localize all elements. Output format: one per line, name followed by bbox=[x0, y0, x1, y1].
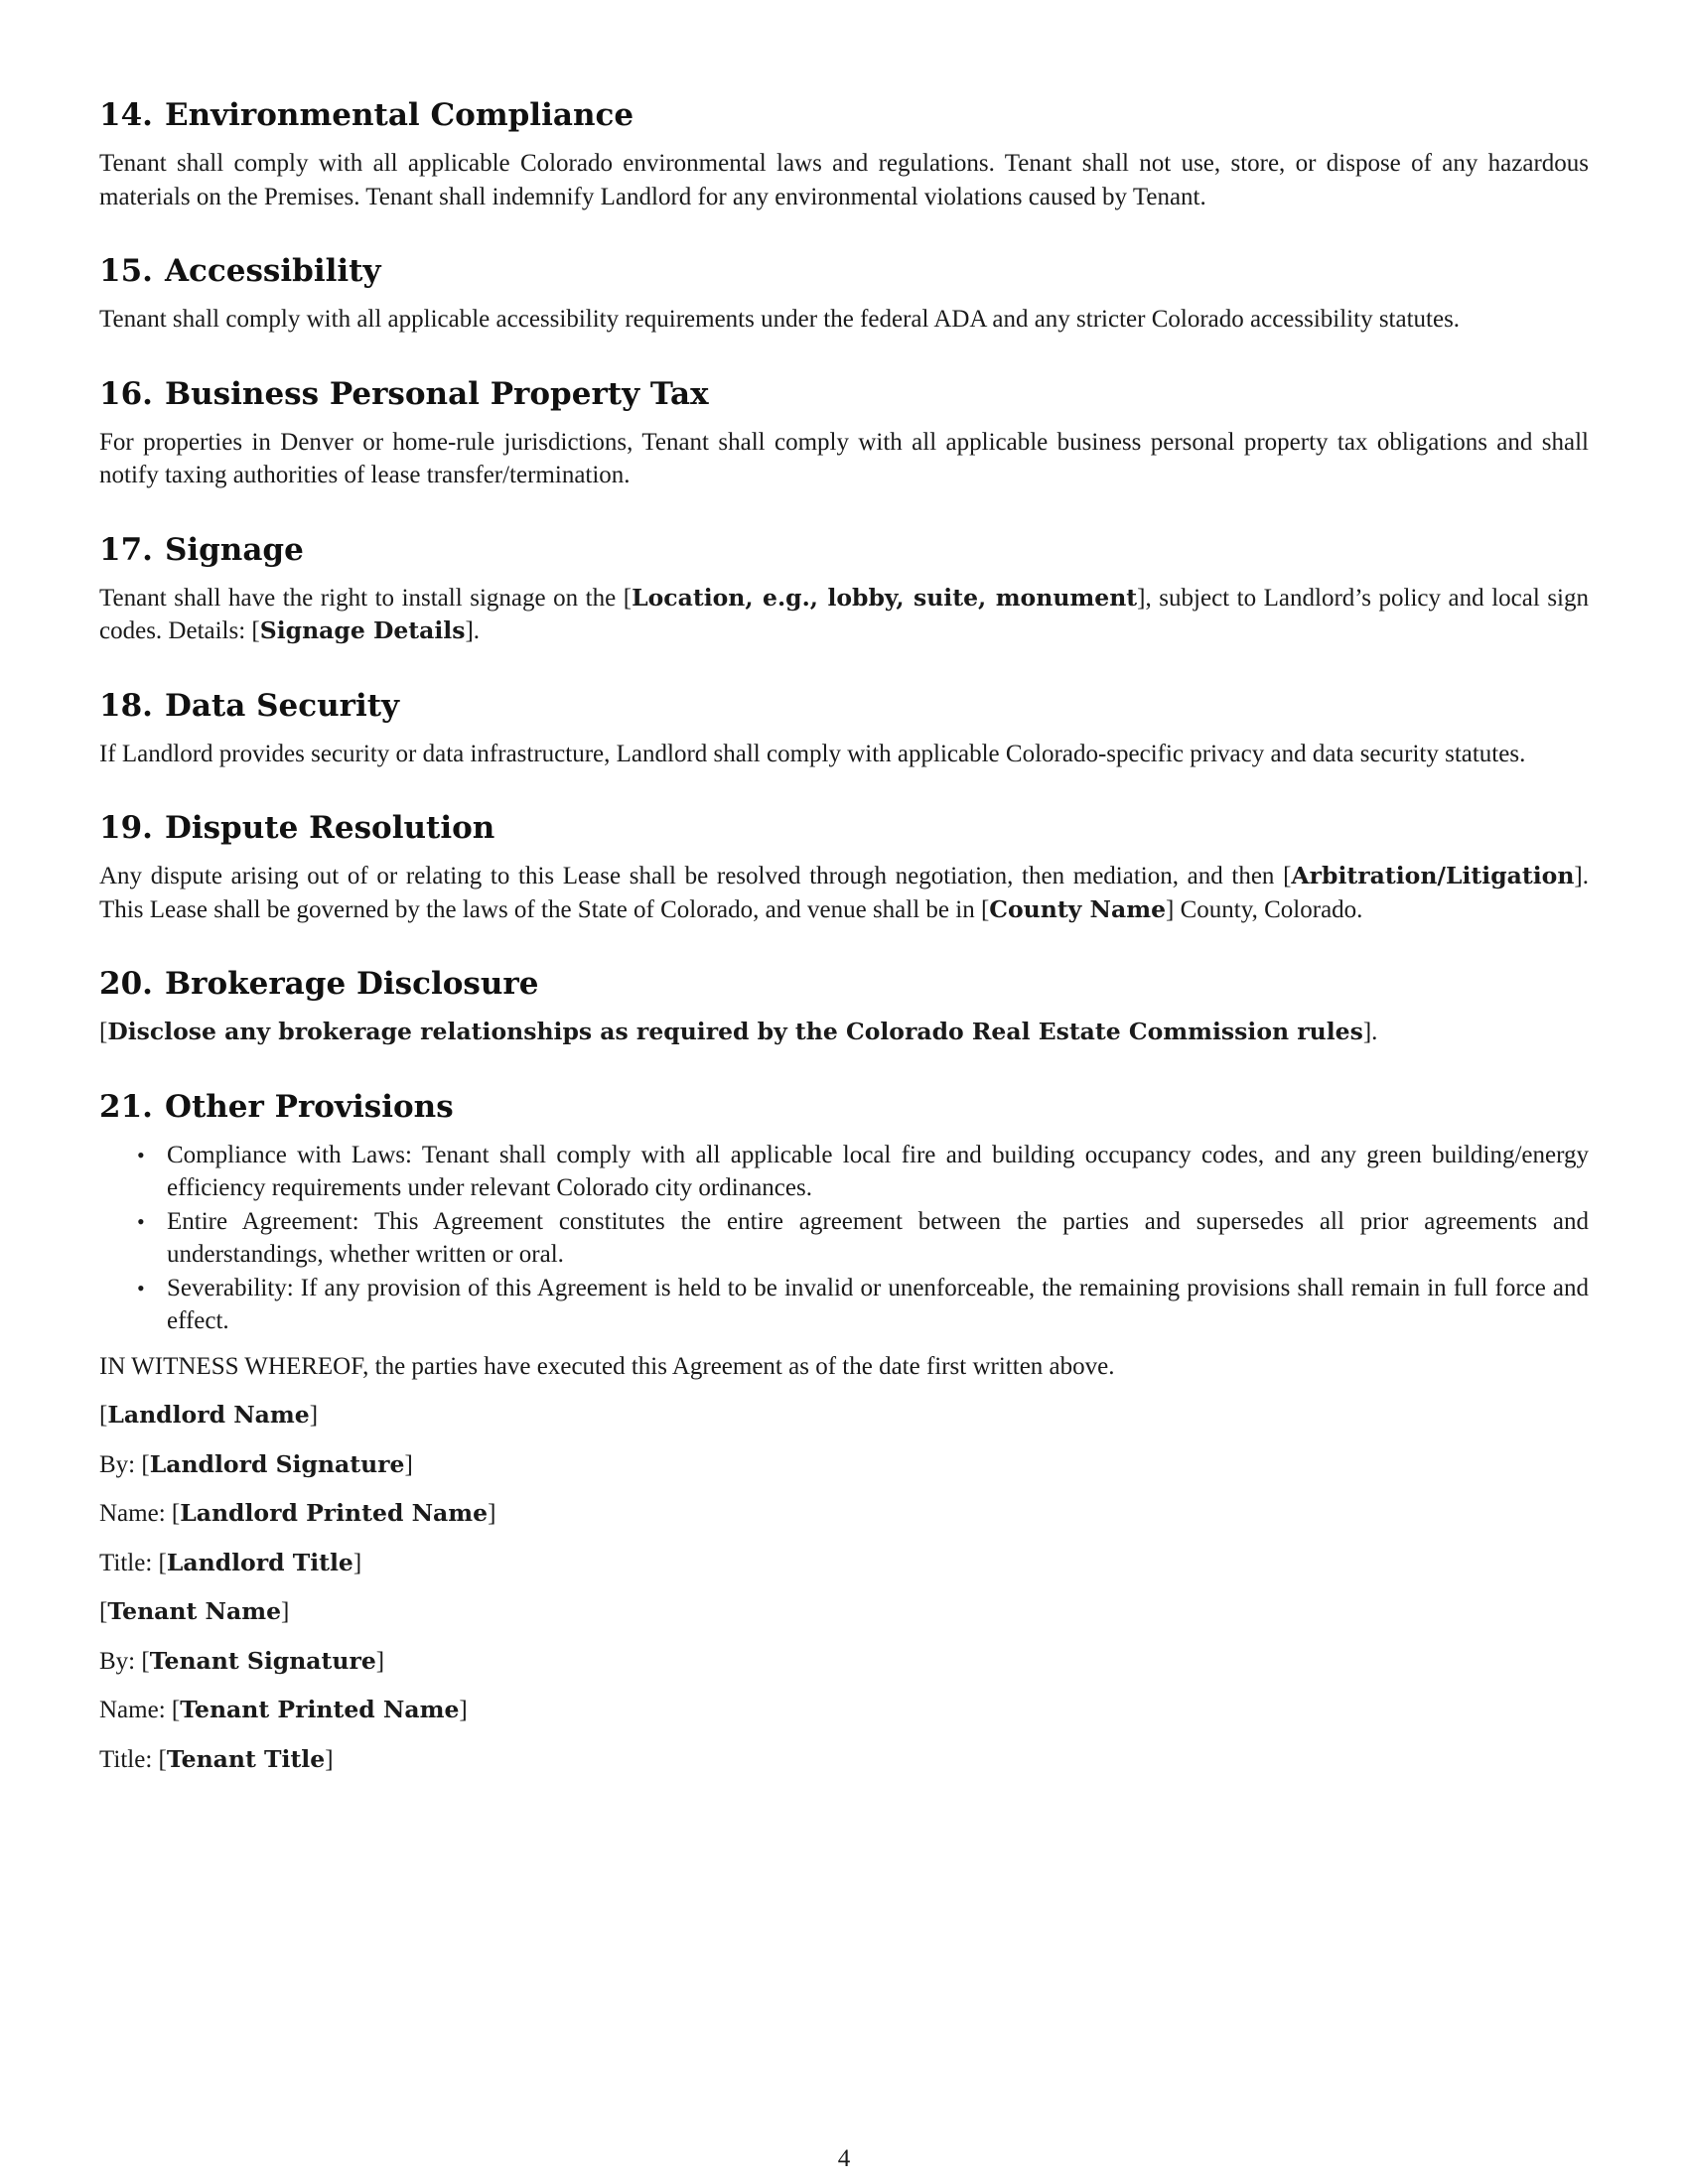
section-body: For properties in Denver or home-rule jurisdictions, Tenant shall comply with all applicable business personal property tax obligations and shall notify taxing authorities of lease transfer/termination. bbox=[99, 428, 1589, 488]
placeholder-landlord-name: Landlord Name bbox=[107, 1401, 310, 1429]
section-number: 19. bbox=[99, 810, 153, 846]
landlord-printed-name-line: Name: [Landlord Printed Name] bbox=[99, 1499, 496, 1527]
list-item-text: Entire Agreement: This Agreement constitutes the entire agreement between the parties and supersedes all prior agreements and understandings, whether written or oral. bbox=[167, 1207, 1589, 1268]
body-text: Tenant shall have the right to install signage on the [ bbox=[99, 584, 633, 612]
section-title: Signage bbox=[164, 531, 304, 568]
section-business-personal-property-tax bbox=[99, 374, 1589, 492]
bracket-open: [ bbox=[99, 1019, 108, 1045]
name-label: Name: bbox=[99, 1500, 172, 1527]
body-text: ]. bbox=[465, 617, 481, 644]
section-environmental-compliance bbox=[99, 95, 1589, 213]
placeholder-landlord-title: Landlord Title bbox=[166, 1548, 353, 1576]
section-number: 14. bbox=[99, 97, 153, 133]
section-body bbox=[99, 860, 1589, 926]
title-label: Title: bbox=[99, 1745, 159, 1773]
section-title: Data Security bbox=[164, 687, 400, 724]
body-text: ] County, Colorado. bbox=[1166, 895, 1363, 923]
tenant-printed-name-line: Name: [Tenant Printed Name] bbox=[99, 1696, 468, 1723]
by-label: By: bbox=[99, 1450, 142, 1478]
section-brokerage-disclosure bbox=[99, 964, 1589, 1049]
landlord-by-line: By: [Landlord Signature] bbox=[99, 1449, 413, 1478]
tenant-name-line: [Tenant Name] bbox=[99, 1597, 290, 1625]
section-heading bbox=[99, 964, 1589, 1004]
section-title: Dispute Resolution bbox=[164, 810, 495, 846]
landlord-signature-block bbox=[99, 1399, 1589, 1579]
section-body: Tenant shall comply with all applicable Colorado environmental laws and regulations. Tenant shall not use, store, or dispose of any hazardous materials on the Premises. Tenant shall indemnify Landlord for any environmental violations caused by Tenant. bbox=[99, 150, 1589, 210]
section-number: 21. bbox=[99, 1088, 153, 1125]
section-heading bbox=[99, 1087, 1589, 1127]
list-item bbox=[99, 1272, 1589, 1338]
section-heading bbox=[99, 374, 1589, 414]
section-heading bbox=[99, 251, 1589, 291]
section-heading bbox=[99, 530, 1589, 570]
section-accessibility bbox=[99, 251, 1589, 337]
placeholder-tenant-printed-name: Tenant Printed Name bbox=[180, 1696, 460, 1723]
placeholder-brokerage-disclosure: Disclose any brokerage relationships as required by the Colorado Real Estate Commission rules bbox=[107, 1018, 1363, 1045]
body-text: ], subject to Landlord’s policy and local sign codes. Details: [ bbox=[99, 584, 1589, 644]
section-number: 15. bbox=[99, 253, 153, 289]
body-text: ]. This Lease shall be governed by the laws of the State of Colorado, and venue shall be in [ bbox=[99, 863, 1589, 923]
bullet-icon: • bbox=[137, 1142, 145, 1167]
tenant-signature-block bbox=[99, 1595, 1589, 1776]
tenant-by-line: By: [Tenant Signature] bbox=[99, 1646, 385, 1675]
section-title: Environmental Compliance bbox=[164, 97, 634, 133]
body-text: Any dispute arising out of or relating to this Lease shall be resolved through negotiation, then mediation, and then [ bbox=[99, 863, 1292, 889]
bullet-icon: • bbox=[137, 1208, 145, 1234]
section-body: If Landlord provides security or data infrastructure, Landlord shall comply with applicable Colorado-specific privacy and data security statutes. bbox=[99, 740, 1526, 767]
document-page bbox=[99, 95, 1589, 1792]
section-number: 18. bbox=[99, 687, 153, 724]
list-item bbox=[99, 1139, 1589, 1205]
placeholder-tenant-signature: Tenant Signature bbox=[149, 1646, 376, 1675]
witness-clause: IN WITNESS WHEREOF, the parties have executed this Agreement as of the date first written above. bbox=[99, 1352, 1115, 1380]
placeholder-landlord-signature: Landlord Signature bbox=[149, 1449, 405, 1478]
section-heading bbox=[99, 808, 1589, 848]
section-dispute-resolution bbox=[99, 808, 1589, 926]
placeholder-landlord-printed-name: Landlord Printed Name bbox=[180, 1499, 489, 1527]
bracket-close: ]. bbox=[1362, 1019, 1378, 1045]
placeholder-county-name: County Name bbox=[989, 894, 1167, 923]
placeholder-signage-details: Signage Details bbox=[259, 616, 466, 644]
section-body: Tenant shall comply with all applicable accessibility requirements under the federal ADA and any stricter Colorado accessibility statutes. bbox=[99, 306, 1461, 333]
list-item-text: Severability: If any provision of this Agreement is held to be invalid or unenforceable, the remaining provisions shall remain in full force and effect. bbox=[167, 1274, 1589, 1334]
section-title: Brokerage Disclosure bbox=[164, 966, 539, 1002]
section-heading bbox=[99, 95, 1589, 135]
section-number: 17. bbox=[99, 531, 153, 568]
placeholder-tenant-name: Tenant Name bbox=[107, 1597, 282, 1625]
page-number: 4 bbox=[837, 2145, 851, 2172]
section-title: Accessibility bbox=[164, 253, 381, 289]
section-signage bbox=[99, 530, 1589, 648]
section-data-security bbox=[99, 686, 1589, 771]
section-title: Business Personal Property Tax bbox=[164, 375, 709, 412]
placeholder-dispute-method: Arbitration/Litigation bbox=[1291, 862, 1575, 889]
section-heading bbox=[99, 686, 1589, 726]
landlord-title-line: Title: [Landlord Title] bbox=[99, 1548, 362, 1576]
list-item bbox=[99, 1205, 1589, 1272]
section-number: 16. bbox=[99, 375, 153, 412]
placeholder-tenant-title: Tenant Title bbox=[166, 1744, 326, 1773]
by-label: By: bbox=[99, 1647, 142, 1675]
section-other-provisions bbox=[99, 1087, 1589, 1338]
list-item-text: Compliance with Laws: Tenant shall comply with all applicable local fire and building occupancy codes, and any green building/energy efficiency requirements under relevant Colorado city ordinances. bbox=[167, 1141, 1589, 1201]
section-body bbox=[99, 582, 1589, 648]
section-title: Other Provisions bbox=[164, 1088, 454, 1125]
tenant-title-line: Title: [Tenant Title] bbox=[99, 1744, 334, 1773]
landlord-name-line: [Landlord Name] bbox=[99, 1401, 319, 1429]
name-label: Name: bbox=[99, 1697, 172, 1723]
placeholder-signage-location: Location, e.g., lobby, suite, monument bbox=[632, 583, 1138, 612]
section-number: 20. bbox=[99, 966, 153, 1002]
section-body bbox=[99, 1016, 1589, 1049]
provisions-list bbox=[99, 1139, 1589, 1338]
bullet-icon: • bbox=[137, 1275, 145, 1300]
title-label: Title: bbox=[99, 1549, 159, 1576]
